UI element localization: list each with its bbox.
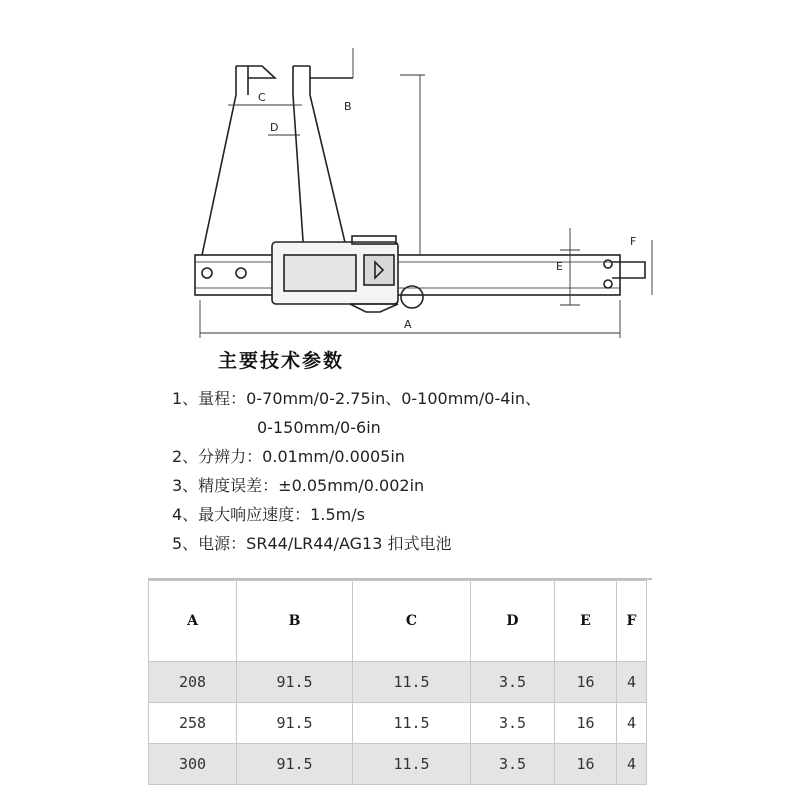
table-cell: 300 <box>149 744 237 785</box>
table-cell: 3.5 <box>471 662 555 703</box>
spec-item: 2、分辨力：0.01mm/0.0005in <box>172 447 405 466</box>
table-header-f: F <box>617 581 647 662</box>
table-cell: 4 <box>617 662 647 703</box>
table-header-row <box>149 581 647 662</box>
table-cell: 3.5 <box>471 744 555 785</box>
spec-item: 4、最大响应速度：1.5m/s <box>172 505 365 524</box>
dimension-f-label: F <box>630 235 637 248</box>
spec-title: 主要技术参数 <box>218 350 345 372</box>
table-cell: 208 <box>149 662 237 703</box>
spec-item: 1、量程：0-70mm/0-2.75in、0-100mm/0-4in、 <box>172 389 541 408</box>
caliper-technical-drawing <box>0 0 790 345</box>
table-cell: 16 <box>555 744 617 785</box>
spec-list <box>172 384 541 558</box>
table-header-d: D <box>471 581 555 662</box>
table-row <box>149 703 647 744</box>
table-cell: 258 <box>149 703 237 744</box>
table-cell: 16 <box>555 662 617 703</box>
spec-item: 5、电源：SR44/LR44/AG13 扣式电池 <box>172 534 452 553</box>
table-header-b: B <box>237 581 353 662</box>
table-cell: 4 <box>617 744 647 785</box>
spec-item-continuation: 0-150mm/0-6in <box>257 418 381 437</box>
dimension-b-label: B <box>344 100 352 113</box>
table-row <box>149 744 647 785</box>
table-header-c: C <box>353 581 471 662</box>
table-cell: 91.5 <box>237 744 353 785</box>
table-cell: 3.5 <box>471 703 555 744</box>
table-cell: 91.5 <box>237 703 353 744</box>
table-cell: 4 <box>617 703 647 744</box>
table-cell: 11.5 <box>353 703 471 744</box>
table-header-a: A <box>149 581 237 662</box>
table-cell: 11.5 <box>353 662 471 703</box>
table-row <box>149 662 647 703</box>
dimension-a-label: A <box>404 318 412 331</box>
table-cell: 91.5 <box>237 662 353 703</box>
spec-item: 3、精度误差：±0.05mm/0.002in <box>172 476 425 495</box>
dimension-c-label: C <box>258 91 266 104</box>
table-cell: 11.5 <box>353 744 471 785</box>
table-cell: 16 <box>555 703 617 744</box>
dimension-e-label: E <box>556 260 563 273</box>
dimension-d-label: D <box>270 121 279 134</box>
table-header-e: E <box>555 581 617 662</box>
spec-table <box>148 580 647 785</box>
